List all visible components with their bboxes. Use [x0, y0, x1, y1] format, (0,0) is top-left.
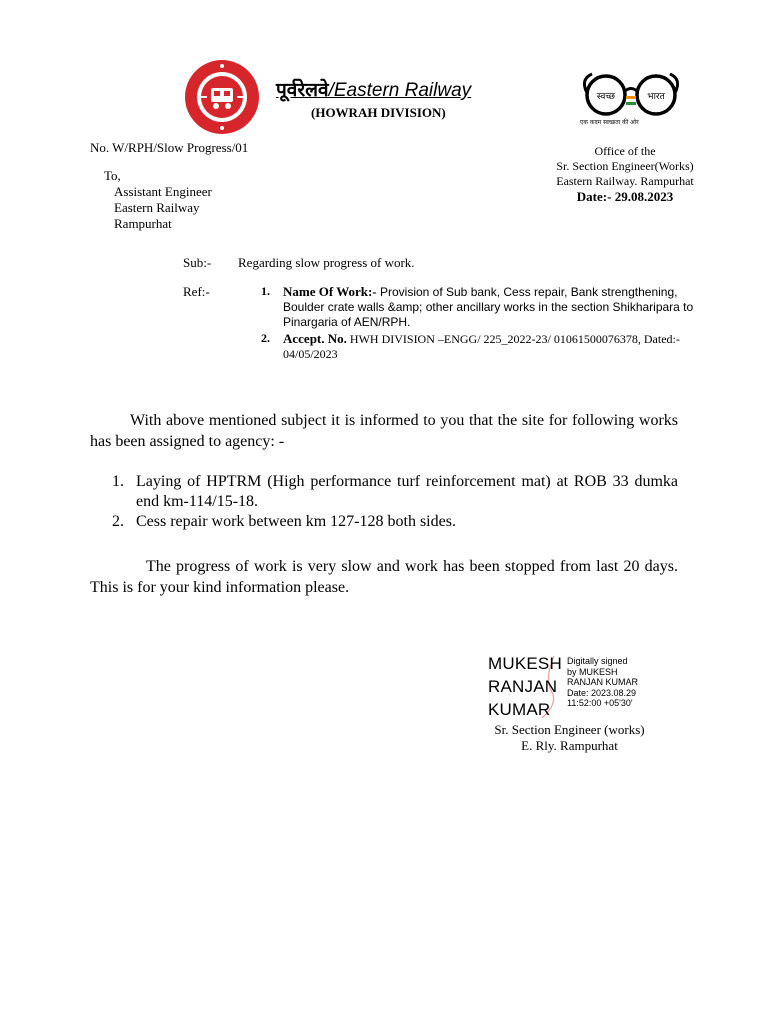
- digital-sig-line-4: Date: 2023.08.29: [567, 687, 637, 698]
- indian-railways-logo-icon: [183, 58, 261, 136]
- swachh-word-1: स्वच्छ: [596, 92, 616, 102]
- office-line-1: Office of the: [594, 144, 656, 158]
- body-paragraph-2-text: The progress of work is very slow and work has been stopped from last 20 days. This is for your kind information please.: [90, 558, 678, 596]
- works-list: [112, 472, 678, 532]
- swachh-word-2: भारत: [647, 92, 665, 102]
- signer-name-line-3: KUMAR: [488, 700, 551, 719]
- recipient-line-3: Rampurhat: [114, 216, 172, 231]
- work-item: [112, 472, 678, 512]
- reference-number: 1.: [261, 284, 270, 298]
- reference-number: 2.: [261, 331, 270, 345]
- work-text: Laying of HPTRM (High performance turf reinforcement mat) at ROB 33 dumka end km-114/15-18.: [136, 473, 678, 510]
- office-line-2: Sr. Section Engineer(Works): [556, 159, 694, 173]
- signer-location: E. Rly. Rampurhat: [521, 738, 618, 753]
- reference-list: [261, 284, 701, 363]
- work-number: 2.: [112, 513, 124, 530]
- signer-designation-block: [488, 722, 651, 754]
- reference-item-text: HWH DIVISION –ENGG/ 225_2022-23/ 01061500076378, Dated:- 04/05/2023: [283, 332, 680, 361]
- swachh-tagline: एक कदम स्वच्छता की ओर: [580, 119, 639, 126]
- header-division: (HOWRAH DIVISION): [311, 105, 446, 120]
- header-english-title: /Eastern Railway: [328, 80, 472, 101]
- reference-item-label: Accept. No.: [283, 331, 347, 346]
- reference-item-text: Provision of Sub bank, Cess repair, Bank strengthening, Boulder crate walls &amp; other ancillary works in the section Shikharipara to Pinargaria of AEN/RPH.: [283, 285, 694, 329]
- work-text: Cess repair work between km 127-128 both sides.: [136, 513, 456, 530]
- subject-text: Regarding slow progress of work.: [238, 255, 415, 270]
- to-label: To,: [104, 168, 121, 183]
- reference-item: [261, 331, 701, 362]
- reference-item: [261, 284, 701, 330]
- recipient-block: [104, 168, 212, 232]
- office-line-3: Eastern Railway. Rampurhat: [556, 174, 694, 188]
- signer-designation: Sr. Section Engineer (works): [494, 722, 645, 737]
- digital-sig-line-2: by MUKESH: [567, 666, 618, 677]
- letter-date: Date:- 29.08.2023: [576, 189, 674, 204]
- signer-name-line-1: MUKESH: [488, 654, 562, 673]
- letter-number: No. W/RPH/Slow Progress/01: [90, 140, 249, 155]
- body-paragraph-2: [90, 556, 678, 598]
- body-paragraph-1: [90, 410, 678, 452]
- recipient-line-2: Eastern Railway: [114, 200, 200, 215]
- office-block: [540, 144, 710, 204]
- work-number: 1.: [112, 473, 124, 490]
- reference-label: Ref:-: [183, 284, 210, 299]
- signer-name: [488, 652, 562, 721]
- subject-label: Sub:-: [183, 255, 212, 270]
- header-hindi-title: पूर्वरेलवे: [276, 79, 329, 101]
- digital-sig-line-1: Digitally signed: [567, 656, 628, 666]
- digital-signature-details: [567, 656, 638, 709]
- digital-sig-line-3: RANJAN KUMAR: [567, 677, 639, 687]
- body-paragraph-1-text: With above mentioned subject it is informed to you that the site for following works has been assigned to agency: -: [90, 412, 678, 450]
- signer-name-line-2: RANJAN: [488, 677, 558, 696]
- digital-sig-line-5: 11:52:00 +05'30': [567, 698, 633, 708]
- work-item: [112, 512, 678, 532]
- reference-item-label: Name Of Work:-: [283, 284, 377, 299]
- recipient-line-1: Assistant Engineer: [114, 184, 212, 199]
- header-title: [276, 76, 471, 102]
